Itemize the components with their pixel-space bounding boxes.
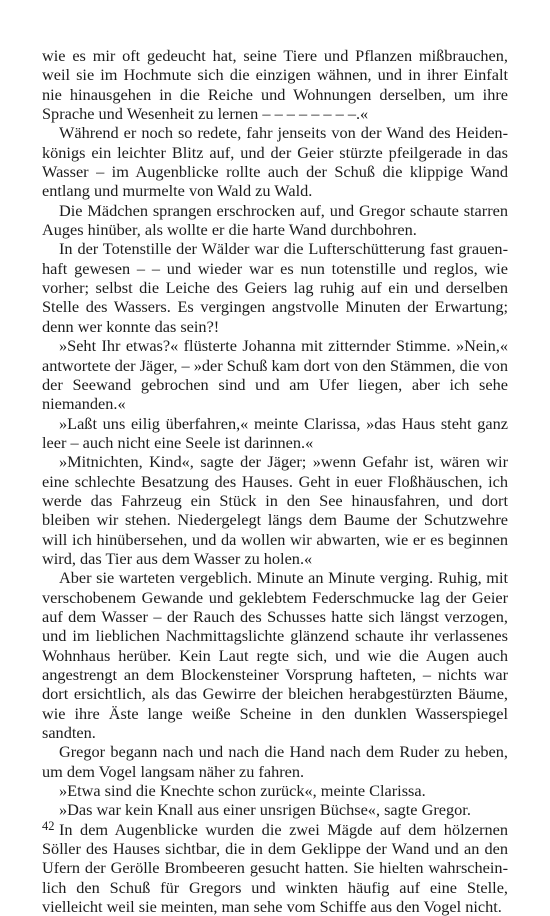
paragraph-9: Gregor begann nach und nach die Hand nach dem Ruder zu heben, um dem Vogel langsam näher zu fahren. (42, 742, 508, 781)
page-number: 42 (42, 819, 55, 833)
paragraph-8: Aber sie warteten vergeblich. Minute an Minute verging. Ruhig, mit verschobenem Gewande und geklebtem Federschmucke lag der Geier auf dem Wasser – der Rauch des Schusses hatte sich längst verzogen, und im lieblichen Nachmittagslichte glänzend schaute ihr verlassenes Wohnhaus herüber. Kein Laut regte sich, und wie die Augen auch angestrengt an dem Blockensteiner Vorsprung hafteten, – nichts war dort ersichtlich, als das Gewirre der bleichen herabgestürzten Bäume, wie ihre Äste lange weiße Scheine in den dunklen Wasserspiegel sandten. (42, 568, 508, 743)
paragraph-6: »Laßt uns eilig überfahren,« meinte Clarissa, »das Haus steht ganz leer – auch nicht eine Seele ist darinnen.« (42, 413, 508, 452)
paragraph-12: In dem Augenblicke wurden die zwei Mägde auf dem hölzernen Söller des Hauses sichtbar, die in dem Geklippe der Wand und an den Ufern der Gerölle Brombeeren gesucht hatten. Sie hielten wahrscheinlich den Schuß für Gregors und winkten häufig auf eine Stelle, vielleicht weil sie meinten, man sehe vom Schiffe aus den Vogel nicht. (42, 819, 508, 916)
paragraph-4: In der Totenstille der Wälder war die Lufterschütterung fast grauenhaft gewesen – – und wieder war es nun totenstille und reglos, wie vorher; selbst die Leiche des Geiers lag ruhig auf ein und derselben Stelle des Wassers. Es vergingen angstvolle Minuten der Erwartung; denn wer konnte das sein?! (42, 239, 508, 336)
paragraph-1: wie es mir oft gedeucht hat, seine Tiere und Pflanzen mißbrauchen, weil sie im Hochmute sich die einzigen wähnen, und in ihrer Einfalt nie hinausgehen in die Reiche und Wohnungen derselben, um ihre Sprache und Wesenheit zu lernen – – – – – – – –.« (42, 46, 508, 124)
paragraph-3: Die Mädchen sprangen erschrocken auf, und Gregor schaute starren Auges hinüber, als wollte er die harte Wand durchbohren. (42, 200, 508, 240)
body-text (42, 46, 508, 916)
paragraph-10: »Etwa sind die Knechte schon zurück«, meinte Clarissa. (59, 781, 426, 801)
paragraph-5: »Seht Ihr etwas?« flüsterte Johanna mit zitternder Stimme. »Nein,« antwortete der Jäger, – »der Schuß kam dort von den Stämmen, die von der Seewand gebrochen sind und am Ufer liegen, aber ich sehe niemanden.« (42, 336, 508, 414)
paragraph-7: »Mitnichten, Kind«, sagte der Jäger; »wenn Gefahr ist, wären wir eine schlechte Besatzung des Hauses. Geht in euer Floßhäuschen, ich werde das Fahrzeug ein Stück in den See hinausfahren, und dort bleiben wir stehen. Niedergelegt längs dem Baume der Schutzwehre will ich hinübersehen, und da wollen wir abwarten, wie er es beginnen wird, das Tier aus dem Wasser zu holen.« (42, 452, 508, 568)
paragraph-11: »Das war kein Knall aus einer unsrigen Büchse«, sagte Gregor. (59, 800, 471, 820)
paragraph-2: Während er noch so redete, fahr jenseits von der Wand des Heidenkönigs ein leichter Blitz auf, und der Geier stürzte pfeilgerade in das Wasser – im Augenblicke rollte auch der Schuß die klippige Wand entlang und murmelte von Wald zu Wald. (42, 123, 508, 201)
